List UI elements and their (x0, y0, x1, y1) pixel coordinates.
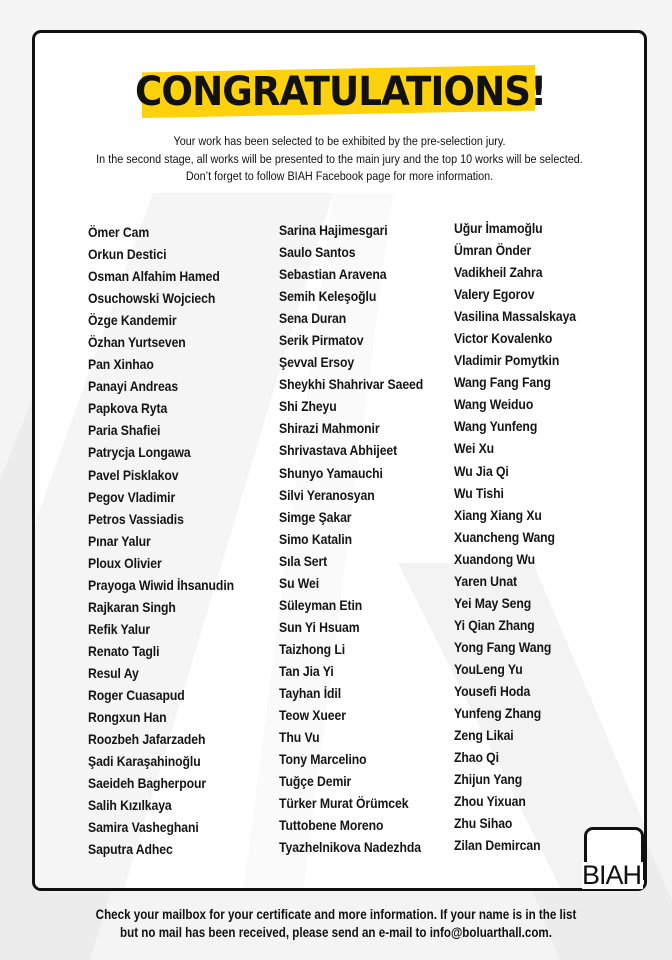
name-list-item: Yunfeng Zhang (454, 706, 542, 722)
name-list-item: Zhijun Yang (454, 772, 523, 788)
name-list-item: Simo Katalin (279, 531, 353, 547)
names-column-3 (454, 218, 590, 857)
name-list-item: Semih Keleşoğlu (279, 289, 377, 305)
name-list-item: Osman Alfahim Hamed (88, 269, 220, 285)
names-column-1 (88, 222, 250, 861)
name-list-item: Refik Yalur (88, 621, 151, 637)
name-list-item: Ploux Olivier (88, 555, 162, 571)
name-list-item: Saputra Adhec (88, 842, 173, 858)
biah-logo (582, 827, 645, 890)
name-list-item: Shirazi Mahmonir (279, 421, 380, 437)
footer-line-1: Check your mailbox for your certificate and more information. If your name is in the list (95, 907, 577, 922)
name-list-item: Shi Zheyu (279, 399, 337, 415)
name-list-item: Wang Fang Fang (454, 375, 551, 391)
name-list-item: Wu Tishi (454, 485, 504, 501)
name-list-item: Özhan Yurtseven (88, 335, 186, 351)
page-title: CONGRATULATIONS! (135, 69, 547, 115)
name-list-item: Osuchowski Wojciech (88, 291, 216, 307)
name-list-item: Panayi Andreas (88, 379, 179, 395)
name-list-item: Türker Murat Örümcek (279, 796, 409, 812)
name-list-item: Resul Ay (88, 665, 139, 681)
name-list-item: Rajkaran Singh (88, 599, 176, 615)
name-list-item: Sebastian Aravena (279, 267, 387, 283)
name-list-item: Süleyman Etin (279, 597, 363, 613)
name-list-item: Şadi Karaşahinoğlu (88, 754, 201, 770)
name-list-item: Wei Xu (454, 441, 495, 457)
name-list-item: Samira Vasheghani (88, 820, 199, 836)
name-list-item: Salih Kızılkaya (88, 798, 172, 814)
name-list-item: Paria Shafiei (88, 423, 161, 439)
name-list-item: Petros Vassiadis (88, 511, 184, 527)
name-list-item: Yaren Unat (454, 573, 518, 589)
name-list-item: Zhu Sihao (454, 816, 513, 832)
name-list-item: Prayoga Wiwid İhsanudin (88, 577, 235, 593)
name-list-item: Papkova Ryta (88, 401, 168, 417)
title-banner (35, 61, 644, 121)
name-list-item: Wu Jia Qi (454, 463, 509, 479)
name-list-item: Pavel Pisklakov (88, 467, 179, 483)
name-list-item: Shunyo Yamauchi (279, 465, 383, 481)
name-list-item: Shrivastava Abhijeet (279, 443, 398, 459)
intro-text (35, 133, 644, 186)
name-list-item: Wang Yunfeng (454, 419, 538, 435)
name-list-item: Ömer Cam (88, 225, 150, 240)
name-list-item: Saulo Santos (279, 245, 356, 261)
name-list-item: Vasilina Massalskaya (454, 309, 577, 325)
name-list-item: Su Wei (279, 575, 320, 591)
name-list-item: Yong Fang Wang (454, 639, 552, 655)
name-list-item: Şevval Ersoy (279, 355, 355, 371)
intro-line-1: Your work has been selected to be exhibited by the pre-selection jury. (173, 134, 506, 148)
names-column-2 (279, 220, 439, 859)
intro-line-3: Don’t forget to follow BIAH Facebook page for more information. (185, 169, 494, 183)
name-list-item: Yousefi Hoda (454, 683, 531, 699)
name-list-item: Valery Egorov (454, 287, 535, 303)
name-list-item: Taizhong Li (279, 641, 346, 657)
name-list-item: Tyazhelnikova Nadezhda (279, 840, 421, 856)
name-list-item: Vladimir Pomytkin (454, 353, 560, 369)
name-list-item: Özge Kandemir (88, 313, 177, 329)
name-list-item: Rongxun Han (88, 710, 167, 726)
name-list-item: Pınar Yalur (88, 533, 151, 549)
name-list-item: Tan Jia Yi (279, 663, 334, 679)
name-list-item: Pegov Vladimir (88, 489, 176, 505)
name-list-item: Sun Yi Hsuam (279, 619, 360, 635)
name-list-item: Tuğçe Demir (279, 774, 352, 790)
name-list-item: Teow Xueer (279, 708, 346, 724)
name-list-item: Thu Vu (279, 730, 320, 746)
name-list-item: Wang Weiduo (454, 397, 534, 413)
name-list-item: Yi Qian Zhang (454, 617, 535, 633)
intro-line-2: In the second stage, all works will be presented to the main jury and the top 10 works will be selected. (96, 151, 583, 166)
name-list-item: Pan Xinhao (88, 357, 154, 373)
content-frame (32, 30, 647, 891)
name-list-item: Zhao Qi (454, 750, 499, 766)
name-list-item: Orkun Destici (88, 247, 167, 263)
name-list-item: Saeideh Bagherpour (88, 776, 207, 792)
name-list-item: Yei May Seng (454, 595, 532, 611)
name-list-item: Ümran Önder (454, 243, 532, 259)
name-list-item: Renato Tagli (88, 643, 160, 659)
footer-note (0, 906, 672, 942)
name-list-item: Xiang Xiang Xu (454, 507, 542, 523)
name-list-item: Vadikheil Zahra (454, 265, 543, 281)
footer-line-2: but no mail has been received, please send an e-mail to info@boluarthall.com. (120, 925, 552, 940)
name-list-item: Tayhan İdil (279, 685, 342, 701)
name-list-item: Victor Kovalenko (454, 331, 553, 347)
name-list-item: Zhou Yixuan (454, 794, 526, 810)
logo-text: BIAH (582, 860, 642, 890)
name-list-item: Uğur İmamoğlu (454, 221, 543, 236)
name-list-item: Simge Şakar (279, 509, 352, 525)
name-list-item: Zeng Likai (454, 728, 514, 744)
name-list-item: Roozbeh Jafarzadeh (88, 732, 206, 748)
name-list-item: Patrycja Longawa (88, 445, 191, 461)
name-list-item: Tuttobene Moreno (279, 818, 384, 834)
name-list-item: Sena Duran (279, 311, 347, 327)
name-list-item: YouLeng Yu (454, 661, 523, 677)
name-list-item: Serik Pirmatov (279, 333, 364, 349)
name-list-item: Sıla Sert (279, 553, 328, 569)
name-list-item: Silvi Yeranosyan (279, 487, 375, 503)
name-list-item: Xuancheng Wang (454, 529, 555, 545)
name-list-item: Tony Marcelino (279, 752, 367, 768)
name-list-item: Sheykhi Shahrivar Saeed (279, 377, 424, 393)
name-list-item: Xuandong Wu (454, 551, 536, 567)
name-list-item: Sarina Hajimesgari (279, 223, 388, 238)
name-list-item: Roger Cuasapud (88, 687, 185, 703)
name-list-item: Zilan Demircan (454, 838, 541, 854)
